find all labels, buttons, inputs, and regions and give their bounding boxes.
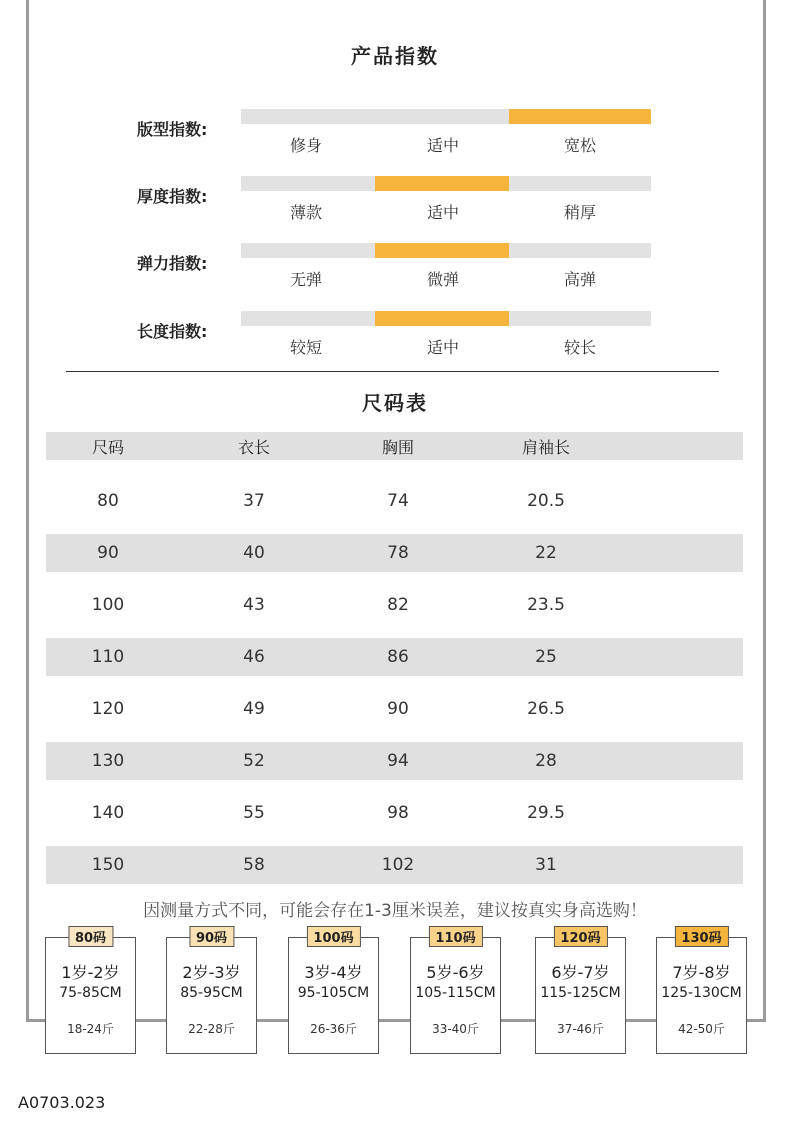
table-cell: 130 bbox=[91, 751, 125, 771]
measurement-note: 因测量方式不同，可能会存在1-3厘米误差，建议按真实身高选购！ bbox=[143, 901, 647, 921]
index-label: 版型指数: bbox=[137, 120, 208, 139]
index-bar-fill bbox=[375, 176, 509, 191]
index-option: 无弹 bbox=[289, 270, 322, 289]
table-cell: 31 bbox=[535, 855, 557, 875]
index-row bbox=[0, 243, 790, 303]
size-tag: 100码 bbox=[306, 926, 360, 947]
table-cell: 86 bbox=[387, 647, 409, 667]
height-range: 75-85CM bbox=[59, 985, 122, 1001]
table-cell: 43 bbox=[243, 595, 265, 615]
index-bar-fill bbox=[375, 243, 509, 258]
table-cell: 90 bbox=[97, 543, 119, 563]
index-option: 较长 bbox=[563, 338, 596, 357]
size-tag: 80码 bbox=[68, 926, 113, 947]
age-range: 7岁-8岁 bbox=[672, 963, 731, 982]
height-range: 105-115CM bbox=[415, 985, 496, 1001]
index-bar bbox=[241, 176, 651, 191]
table-cell: 74 bbox=[387, 491, 409, 511]
index-row bbox=[0, 109, 790, 169]
table-row bbox=[46, 586, 743, 624]
weight-range: 37-46斤 bbox=[557, 1022, 604, 1036]
table-cell: 26.5 bbox=[527, 699, 565, 719]
age-range: 5岁-6岁 bbox=[426, 963, 485, 982]
table-cell: 22 bbox=[535, 543, 557, 563]
index-row bbox=[0, 311, 790, 371]
table-cell: 55 bbox=[243, 803, 265, 823]
table-row bbox=[46, 742, 743, 780]
size-card bbox=[535, 931, 626, 1054]
table-cell: 78 bbox=[387, 543, 409, 563]
index-option: 适中 bbox=[426, 338, 459, 357]
table-cell: 90 bbox=[387, 699, 409, 719]
size-table-title: 尺码表 bbox=[362, 391, 428, 415]
table-cell: 52 bbox=[243, 751, 265, 771]
height-range: 95-105CM bbox=[297, 985, 370, 1001]
index-label: 厚度指数: bbox=[137, 187, 208, 206]
table-cell: 20.5 bbox=[527, 491, 565, 511]
table-cell: 29.5 bbox=[527, 803, 565, 823]
product-code: A0703.023 bbox=[18, 1093, 106, 1112]
size-card bbox=[656, 931, 747, 1054]
table-row bbox=[46, 846, 743, 884]
table-cell: 46 bbox=[243, 647, 265, 667]
section-divider bbox=[66, 371, 719, 372]
table-cell: 25 bbox=[535, 647, 557, 667]
index-option: 较短 bbox=[289, 338, 322, 357]
index-option: 修身 bbox=[289, 136, 322, 155]
size-tag: 120码 bbox=[553, 926, 607, 947]
product-index-title: 产品指数 bbox=[351, 44, 439, 68]
height-range: 115-125CM bbox=[540, 985, 621, 1001]
table-cell: 94 bbox=[387, 751, 409, 771]
weight-range: 33-40斤 bbox=[432, 1022, 479, 1036]
age-range: 1岁-2岁 bbox=[61, 963, 120, 982]
size-table-header bbox=[46, 432, 743, 460]
weight-range: 26-36斤 bbox=[310, 1022, 357, 1036]
table-row bbox=[46, 690, 743, 728]
index-row bbox=[0, 176, 790, 236]
age-range: 6岁-7岁 bbox=[551, 963, 610, 982]
table-cell: 58 bbox=[243, 855, 265, 875]
table-row bbox=[46, 638, 743, 676]
header-sleeve: 肩袖长 bbox=[521, 437, 570, 457]
index-bar bbox=[241, 109, 651, 124]
table-row bbox=[46, 534, 743, 572]
weight-range: 22-28斤 bbox=[188, 1022, 235, 1036]
table-cell: 28 bbox=[535, 751, 557, 771]
header-length: 衣长 bbox=[237, 437, 270, 457]
size-card bbox=[45, 931, 136, 1054]
table-cell: 110 bbox=[91, 647, 125, 667]
header-chest: 胸围 bbox=[381, 437, 414, 457]
table-row bbox=[46, 482, 743, 520]
age-range: 2岁-3岁 bbox=[182, 963, 241, 982]
size-card bbox=[166, 931, 257, 1054]
table-cell: 40 bbox=[243, 543, 265, 563]
index-option: 宽松 bbox=[563, 136, 596, 155]
index-option: 微弹 bbox=[426, 270, 459, 289]
header-size: 尺码 bbox=[91, 437, 124, 457]
table-cell: 100 bbox=[91, 595, 125, 615]
index-bar bbox=[241, 243, 651, 258]
index-option: 薄款 bbox=[289, 203, 322, 222]
index-option: 适中 bbox=[426, 203, 459, 222]
table-cell: 120 bbox=[91, 699, 125, 719]
index-bar-fill bbox=[375, 311, 509, 326]
size-tag: 110码 bbox=[428, 926, 482, 947]
index-bar-fill bbox=[509, 109, 651, 124]
size-tag: 130码 bbox=[674, 926, 728, 947]
height-range: 85-95CM bbox=[180, 985, 243, 1001]
index-label: 弹力指数: bbox=[137, 254, 208, 273]
height-range: 125-130CM bbox=[661, 985, 742, 1001]
size-card bbox=[288, 931, 379, 1054]
table-cell: 150 bbox=[91, 855, 125, 875]
index-bar bbox=[241, 311, 651, 326]
weight-range: 42-50斤 bbox=[678, 1022, 725, 1036]
table-cell: 140 bbox=[91, 803, 125, 823]
table-cell: 23.5 bbox=[527, 595, 565, 615]
table-row bbox=[46, 794, 743, 832]
table-cell: 37 bbox=[243, 491, 265, 511]
index-label: 长度指数: bbox=[137, 322, 208, 341]
table-cell: 98 bbox=[387, 803, 409, 823]
table-cell: 49 bbox=[243, 699, 265, 719]
index-option: 适中 bbox=[426, 136, 459, 155]
table-cell: 102 bbox=[381, 855, 415, 875]
size-card bbox=[410, 931, 501, 1054]
index-option: 高弹 bbox=[563, 270, 596, 289]
table-cell: 82 bbox=[387, 595, 409, 615]
frame-bottom-border bbox=[26, 1019, 766, 1022]
index-option: 稍厚 bbox=[563, 203, 596, 222]
size-tag: 90码 bbox=[189, 926, 234, 947]
age-range: 3岁-4岁 bbox=[304, 963, 363, 982]
table-cell: 80 bbox=[97, 491, 119, 511]
weight-range: 18-24斤 bbox=[67, 1022, 114, 1036]
